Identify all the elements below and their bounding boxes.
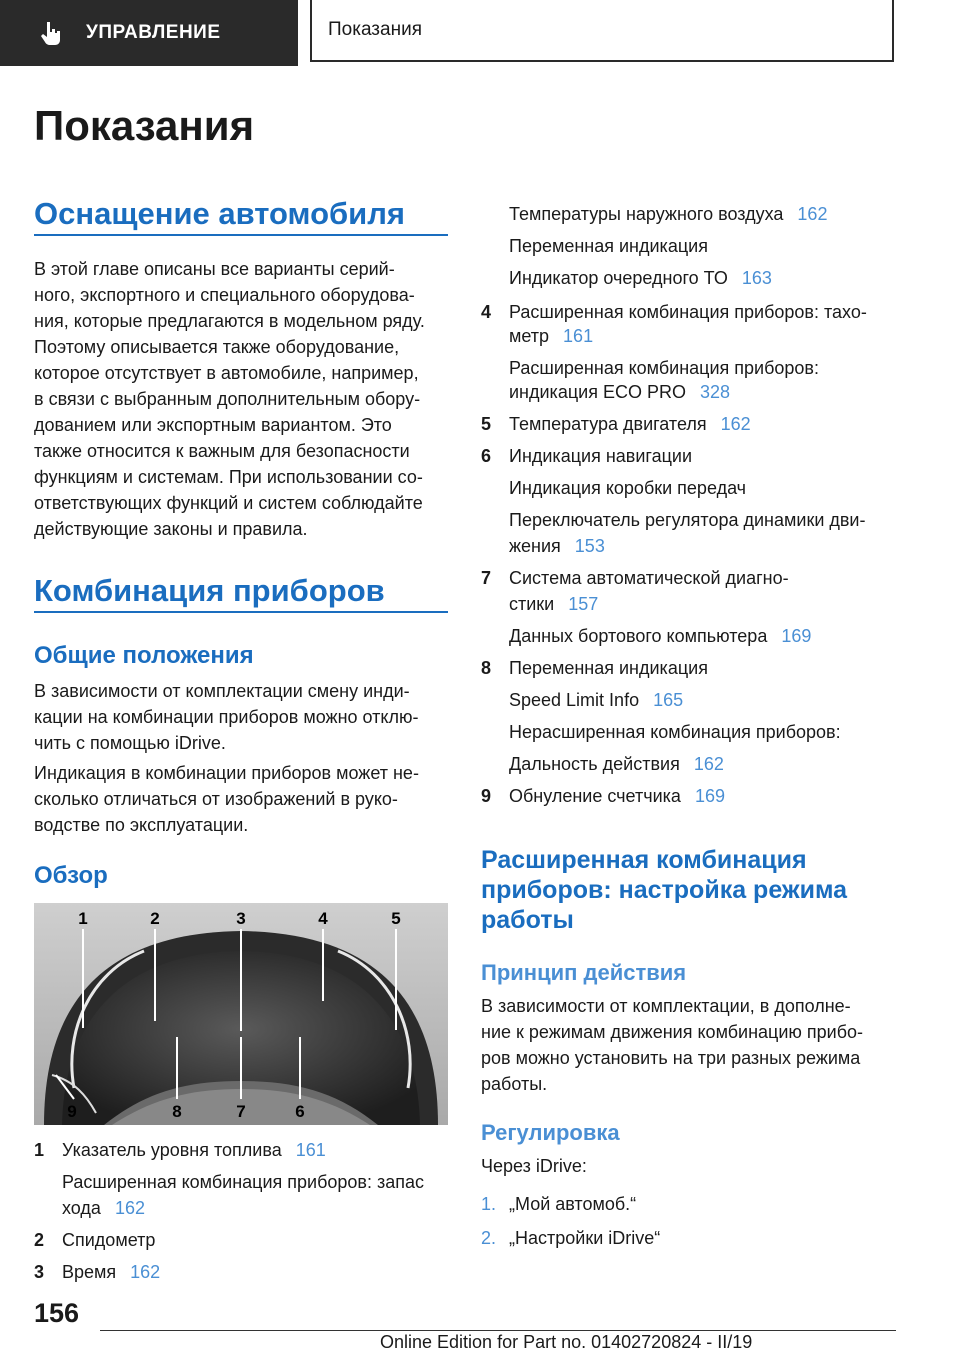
- callout-4: 4: [318, 909, 328, 928]
- instrument-cluster-image: [34, 903, 448, 1125]
- page-ref-link[interactable]: 165: [653, 690, 684, 710]
- principle-paragraph: В зависимости от комплектации, в дополне- ние к режимам движения комбинацию прибо- ров можно установить на три разных режима работы.: [481, 996, 864, 1094]
- legend-number: 5: [481, 414, 492, 434]
- callout-6: 6: [295, 1102, 305, 1121]
- page-ref-link[interactable]: 169: [694, 786, 725, 806]
- equipment-heading: Оснащение автомобиля: [34, 196, 405, 231]
- page-ref-link[interactable]: 328: [699, 382, 731, 402]
- legend-text: Speed Limit Info: [509, 690, 640, 710]
- hand-pointer-icon: [38, 20, 64, 46]
- legend-number: 8: [481, 658, 492, 678]
- page-ref-link[interactable]: 161: [295, 1140, 326, 1160]
- general-heading: Общие положения: [34, 642, 254, 669]
- cluster-heading: Комбинация приборов: [34, 573, 385, 608]
- legend-text: Нерасширенная комбинация приборов:: [509, 722, 841, 742]
- legend-text: Расширенная комбинация приборов: тахо-: [509, 302, 867, 322]
- callout-7: 7: [236, 1102, 246, 1121]
- legend-text: Дальность действия: [509, 754, 680, 774]
- legend-number: 4: [481, 302, 492, 322]
- footer-rule: [100, 1330, 896, 1331]
- legend-number: 9: [481, 786, 492, 806]
- adjust-heading: Регулировка: [481, 1120, 620, 1145]
- chapter-tab[interactable]: [310, 0, 894, 62]
- legend-number: 6: [481, 446, 492, 466]
- callout-9: 9: [67, 1102, 77, 1121]
- page-ref-link[interactable]: 157: [568, 594, 599, 614]
- page-ref-link[interactable]: 162: [693, 754, 724, 774]
- callout-1: 1: [78, 909, 88, 928]
- callout-5: 5: [391, 909, 401, 928]
- legend-text: Индикация навигации: [509, 446, 692, 466]
- chapter-label: Показания: [328, 19, 422, 40]
- section-tab[interactable]: [0, 0, 298, 66]
- page-header: [0, 0, 960, 66]
- legend-text: Температура двигателя: [509, 414, 707, 434]
- page-number: 156: [34, 1298, 80, 1328]
- equipment-paragraph: В этой главе описаны все варианты серий- ного, экспортного и специального оборудова- ния, которые предлагаются в модельном ряду. Поэтому описывается также оборудование, которое отсутствует в автомобиле, например, в связи с выбранным дополнительным обору- дованием или экспортным вариантом. Это также относится к важным для безопасности функциям и системам. При использовании со- ответствующих функций и систем соблюдайте действующие законы и правила.: [34, 259, 425, 539]
- legend-text: индикация ECO PRO: [509, 382, 686, 402]
- page-title: Показания: [34, 102, 255, 149]
- legend-text: метр: [509, 326, 550, 346]
- page-ref-link[interactable]: 162: [130, 1262, 161, 1282]
- equipment-heading-rule: [34, 234, 448, 236]
- legend-text: стики: [509, 594, 555, 614]
- adjust-intro: Через iDrive:: [481, 1156, 587, 1176]
- legend-text: Переменная индикация: [509, 658, 708, 678]
- page-ref-link[interactable]: 162: [720, 414, 751, 434]
- section-label: УПРАВЛЕНИЕ: [86, 22, 221, 43]
- page-ref-link[interactable]: 161: [563, 326, 594, 346]
- general-paragraph-2: Индикация в комбинации приборов может не- сколько отличаться от изображений в руко- водстве по эксплуатации.: [34, 763, 419, 835]
- legend-text: Расширенная комбинация приборов:: [509, 358, 819, 378]
- page-ref-link[interactable]: 162: [114, 1198, 145, 1218]
- principle-heading: Принцип действия: [481, 960, 687, 985]
- page-ref-link[interactable]: 163: [741, 268, 772, 288]
- mode-setting-heading: Расширенная комбинация приборов: настройка режима работы: [481, 846, 848, 934]
- legend-text: Переключатель регулятора динамики дви-: [509, 510, 866, 530]
- cluster-heading-rule: [34, 611, 448, 613]
- legend-text: Обнуление счетчика: [509, 786, 681, 806]
- legend-number: 7: [481, 568, 492, 588]
- legend-text: Данных бортового компьютера: [509, 626, 768, 646]
- legend-text: Переменная индикация: [509, 236, 708, 256]
- overview-heading: Обзор: [34, 862, 108, 889]
- page-ref-link[interactable]: 162: [797, 204, 828, 224]
- legend-text: жения: [509, 536, 561, 556]
- legend-text: Индикатор очередного ТО: [509, 268, 728, 288]
- edition-text: Online Edition for Part no. 01402720824 - II/19: [380, 1332, 753, 1352]
- page-ref-link[interactable]: 169: [781, 626, 812, 646]
- legend-text: Индикация коробки передач: [509, 478, 747, 498]
- general-paragraph-1: В зависимости от комплектации смену инди- кации на комбинации приборов можно отклю- чить с помощью iDrive.: [34, 681, 419, 753]
- callout-3: 3: [236, 909, 246, 928]
- callout-8: 8: [172, 1102, 182, 1121]
- page-ref-link[interactable]: 153: [574, 536, 605, 556]
- callout-2: 2: [150, 909, 160, 928]
- legend-text: Температуры наружного воздуха: [509, 204, 784, 224]
- legend-text: Система автоматической диагно-: [509, 568, 789, 588]
